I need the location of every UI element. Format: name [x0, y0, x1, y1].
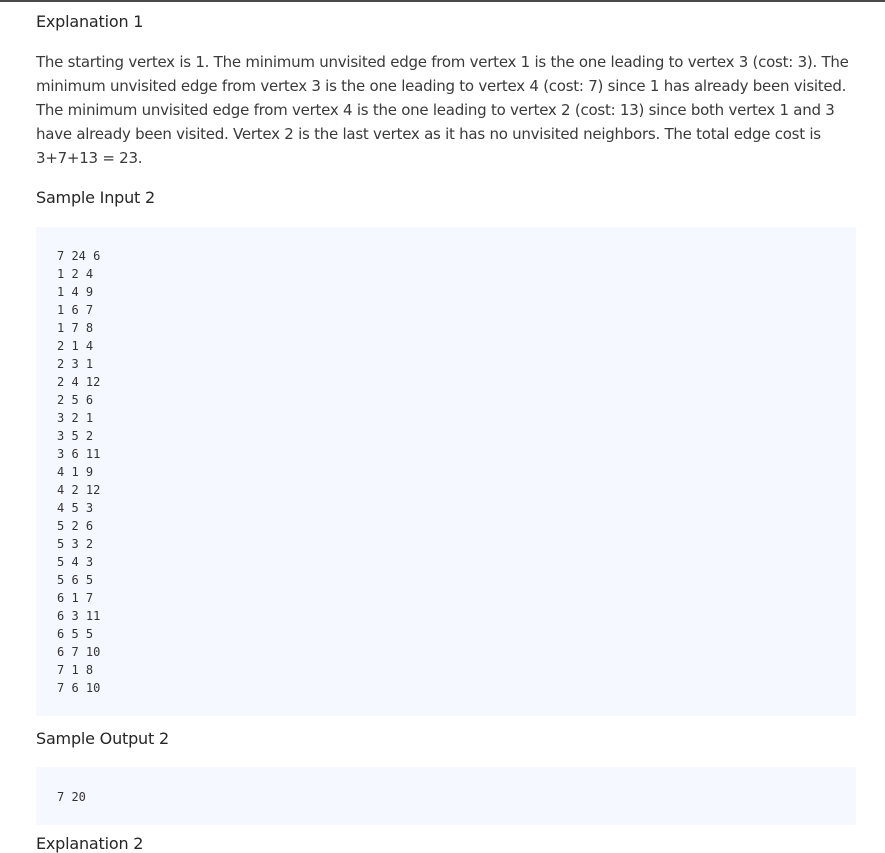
sample-input-2-code — [36, 227, 856, 716]
code-line: 3 5 2 — [57, 429, 94, 443]
code-line: 1 4 9 — [57, 285, 94, 299]
code-line: 2 3 1 — [57, 357, 94, 371]
code-line: 5 3 2 — [57, 537, 94, 551]
explanation-1-text: The starting vertex is 1. The minimum unvisited edge from vertex 1 is the one leading to vertex 3 (cost: 3). The minimum unvisited edge from vertex 3 is the one leading to vertex 4 (cost: 7) since 1 has already been visited. The minimum unvisited edge from vertex 4 is the one leading to vertex 2 (cost: 13) since both vertex 1 and 3 have already been visited. Vertex 2 is the last vertex as it has no unvisited neighbors. The total edge cost is 3+7+13 = 23. — [36, 53, 849, 167]
explanation-1-heading: Explanation 1 — [36, 12, 144, 31]
code-line: 6 1 7 — [57, 591, 94, 605]
code-line: 5 4 3 — [57, 555, 94, 569]
code-line: 5 6 5 — [57, 573, 94, 587]
code-line: 2 5 6 — [57, 393, 94, 407]
code-line: 5 2 6 — [57, 519, 94, 533]
code-line: 7 1 8 — [57, 663, 94, 677]
sample-output-2-heading: Sample Output 2 — [36, 729, 169, 748]
sample-output-2-code: 7 20 — [36, 767, 856, 825]
code-line: 4 5 3 — [57, 501, 94, 515]
code-line: 4 1 9 — [57, 465, 94, 479]
code-line: 1 6 7 — [57, 303, 94, 317]
code-line: 7 6 10 — [57, 681, 101, 695]
code-line: 1 2 4 — [57, 267, 94, 281]
code-line: 3 6 11 — [57, 447, 101, 461]
top-divider — [0, 0, 885, 2]
sample-input-2-heading: Sample Input 2 — [36, 188, 155, 207]
code-line: 1 7 8 — [57, 321, 94, 335]
code-line: 7 24 6 — [57, 249, 101, 263]
code-line: 6 5 5 — [57, 627, 94, 641]
code-line: 4 2 12 — [57, 483, 101, 497]
code-line: 2 1 4 — [57, 339, 94, 353]
code-line: 3 2 1 — [57, 411, 94, 425]
code-line: 6 3 11 — [57, 609, 101, 623]
code-line: 2 4 12 — [57, 375, 101, 389]
code-line: 6 7 10 — [57, 645, 101, 659]
explanation-2-heading: Explanation 2 — [36, 834, 144, 853]
